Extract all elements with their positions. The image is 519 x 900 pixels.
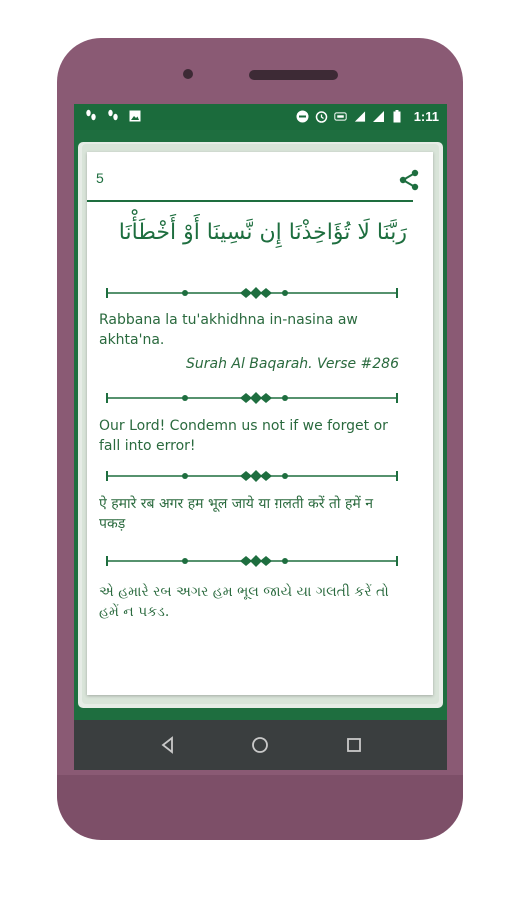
english-translation: Our Lord! Condemn us not if we forget or fall into error! [99,418,388,454]
page-number: 5 [96,170,104,186]
gujarati-translation: એ હમારે રબ અગર હમ ભૂલ જાયે યા ગલતી કરેં તો હમેં ન પકડ. [99,584,389,620]
ornament-divider [105,469,399,483]
ornament-divider [105,286,399,300]
verse-reference: Surah Al Baqarah. Verse #286 [185,356,399,372]
home-icon[interactable] [250,735,270,755]
footprints-icon [84,109,97,122]
battery-icon [391,110,404,123]
share-icon[interactable] [397,168,421,192]
header-divider [87,200,413,202]
ornament-divider [105,391,399,405]
arabic-verse: رَبَّنَا لَا تُؤَاخِذْنَا إِن نَّسِينَا أَوْ أَخْطَأْنَا [118,220,407,245]
recents-icon[interactable] [344,735,364,755]
status-bar [74,104,447,130]
navigation-bar [74,720,447,770]
card-header [87,152,433,204]
front-camera [183,69,193,79]
back-icon[interactable] [158,735,178,755]
image-icon [128,109,141,122]
alarm-icon [315,110,328,123]
transliteration-text: Rabbana la tu'akhidhna in-nasina aw akhta'na. [99,312,358,348]
ornament-divider [105,554,399,568]
volte-icon [334,110,347,123]
hindi-translation: ऐ हमारे रब अगर हम भूल जाये या ग़लती करें तो हमें न पकड़ [99,496,373,532]
dua-card[interactable] [87,152,433,695]
lte-signal-icon [353,110,366,123]
clock-time: 1:11 [413,109,439,124]
screen [74,104,447,770]
do-not-disturb-icon [296,110,309,123]
signal-icon [372,110,385,123]
earpiece-speaker [249,70,338,80]
phone-chin [57,775,463,840]
footprints-icon [106,109,119,122]
